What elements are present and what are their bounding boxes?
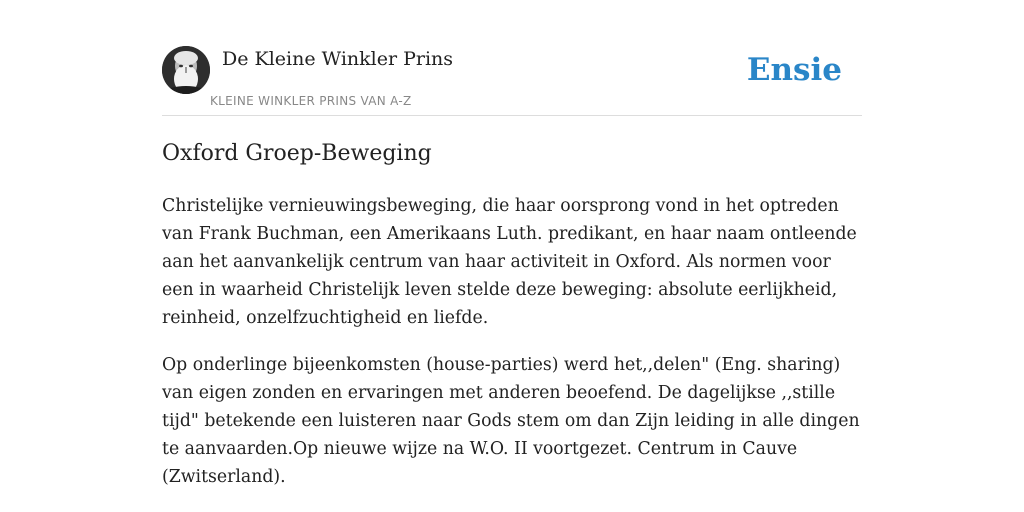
- author-name[interactable]: De Kleine Winkler Prins: [222, 48, 454, 70]
- article-paragraph: Op onderlinge bijeenkomsten (house-parties) werd het,,delen" (Eng. sharing) van eigen zonden en ervaringen met anderen beoefend. De dagelijkse ,,stille tijd" betekende een luisteren naar Gods stem om dan Zijn leiding in alle dingen te aanvaarden.Op nieuwe wijze na W.O. II voortgezet. Centrum in Cauve (Zwitserland).: [162, 355, 860, 487]
- article-body: [162, 192, 862, 510]
- page-title: Oxford Groep-Beweging: [162, 141, 432, 166]
- site-header: [162, 44, 862, 116]
- ensie-logo[interactable]: Ensie: [746, 52, 842, 88]
- author-avatar[interactable]: [162, 46, 210, 94]
- bearded-man-portrait-icon: [162, 46, 210, 94]
- source-subtitle[interactable]: KLEINE WINKLER PRINS VAN A-Z: [210, 94, 412, 108]
- article-paragraph: Christelijke vernieuwingsbeweging, die haar oorsprong vond in het optreden van Frank Buchman, een Amerikaans Luth. predikant, en haar naam ontleende aan het aanvankelijk centrum van haar activiteit in Oxford. Als normen voor een in waarheid Christelijk leven stelde deze beweging: absolute eerlijkheid, reinheid, onzelfzuchtigheid en liefde.: [162, 196, 857, 328]
